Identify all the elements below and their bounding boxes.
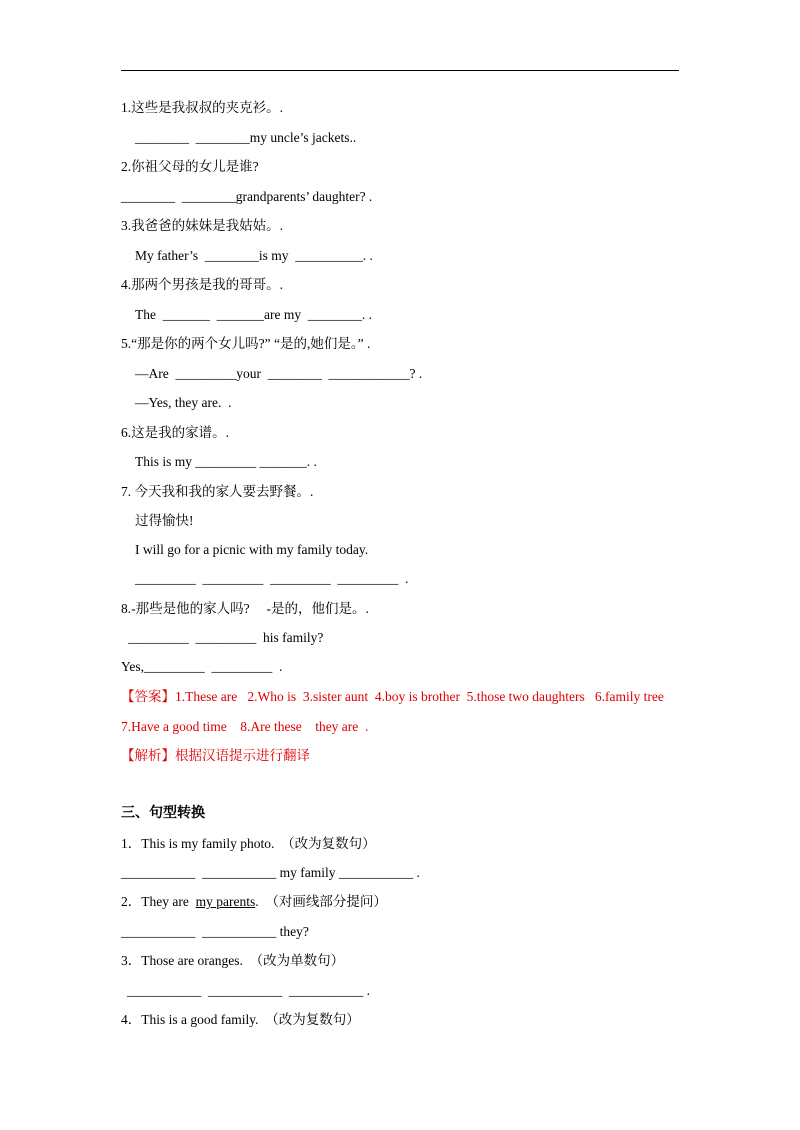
q2-prompt: 2.你祖父母的女儿是谁? bbox=[121, 159, 259, 174]
q7-prompt-2: 过得愉快! bbox=[135, 513, 194, 528]
q4-answer-line: The _______ _______are my ________. . bbox=[135, 307, 372, 322]
q1-answer-line: ________ ________my uncle’s jackets.. bbox=[135, 130, 357, 145]
s3-q3-prompt: 3．Those are oranges. （改为单数句） bbox=[121, 953, 345, 968]
s3-q1-prompt: 1．This is my family photo. （改为复数句） bbox=[121, 836, 376, 851]
q8-prompt: 8.-那些是他的家人吗? -是的，他们是。. bbox=[121, 601, 369, 616]
analysis-note: 【解析】根据汉语提示进行翻译 bbox=[121, 748, 310, 763]
q5-answer-line-1: —Are _________your ________ ____________? . bbox=[135, 366, 423, 381]
s3-q2-answer-line: ___________ ___________ they? bbox=[121, 924, 309, 939]
q7-prompt: 7. 今天我和我的家人要去野餐。. bbox=[121, 484, 314, 499]
s3-q2-underlined-phrase: my parents bbox=[195, 894, 256, 909]
q6-answer-line: This is my _________ _______. . bbox=[135, 454, 317, 469]
s3-q4-prompt: 4．This is a good family. （改为复数句） bbox=[121, 1012, 360, 1027]
q8-answer-line-2: Yes,_________ _________ . bbox=[121, 659, 283, 674]
s3-q1-answer-line: ___________ ___________ my family ___________ . bbox=[121, 865, 420, 880]
q8-answer-line-1: _________ _________ his family? bbox=[128, 630, 324, 645]
section3-heading: 三、句型转换 bbox=[121, 806, 205, 821]
s3-q2-prompt-pre: 2．They are bbox=[121, 894, 196, 909]
q1-prompt: 1.这些是我叔叔的夹克衫。. bbox=[121, 100, 283, 115]
answer-key-line-1: 【答案】1.These are 2.Who is 3.sister aunt 4.boy is brother 5.those two daughters 6.family tree bbox=[121, 689, 664, 704]
q6-prompt: 6.这是我的家谱。. bbox=[121, 425, 229, 440]
q2-answer-line: ________ ________grandparents’ daughter? . bbox=[121, 189, 373, 204]
q3-prompt: 3.我爸爸的妹妹是我姑姑。. bbox=[121, 218, 283, 233]
header-rule bbox=[121, 70, 679, 71]
s3-q2-prompt-post: . （对画线部分提问） bbox=[255, 894, 387, 909]
q5-answer-line-2: —Yes, they are. . bbox=[135, 395, 232, 410]
q7-sentence: I will go for a picnic with my family today. bbox=[135, 542, 369, 557]
q7-answer-line: _________ _________ _________ _________ . bbox=[135, 571, 409, 586]
s3-q3-answer-line: ___________ ___________ ___________ . bbox=[127, 983, 370, 998]
q4-prompt: 4.那两个男孩是我的哥哥。. bbox=[121, 277, 283, 292]
q5-prompt: 5.“那是你的两个女儿吗?” “是的,她们是。” . bbox=[121, 336, 371, 351]
answer-key-line-2: 7.Have a good time 8.Are these they are . bbox=[121, 719, 369, 734]
s3-q2-prompt bbox=[121, 892, 387, 912]
q3-answer-line: My father’s ________is my __________. . bbox=[135, 248, 373, 263]
